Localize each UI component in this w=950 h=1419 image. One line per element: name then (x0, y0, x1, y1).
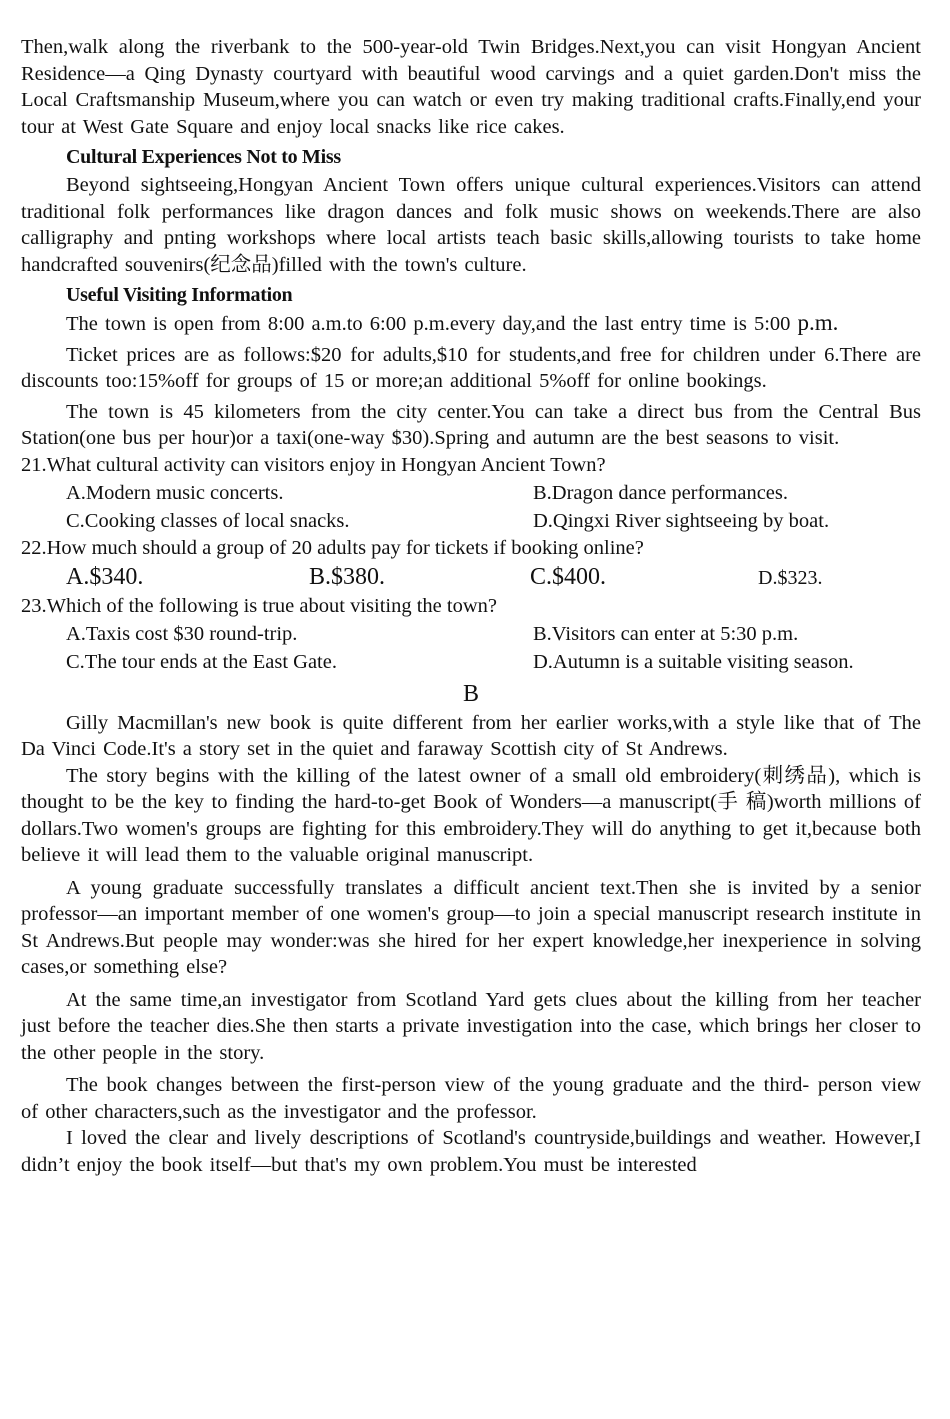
option-c: C.$400. (530, 563, 607, 590)
review-paragraph-2: The story begins with the killing of the latest owner of a small old embroidery(刺绣品), which is thought to be the key to finding the hard-to-get Book of Wonders—a manuscript(手 稿)worth millions of dollars.Two women's groups are fighting for this embroidery.They will do anything to get it,because both believe it will lead them to the valuable original manuscript. (21, 764, 921, 866)
option-c: C.Cooking classes of local snacks. (66, 509, 350, 532)
question-22 (21, 535, 921, 593)
option-a: A.$340. (66, 563, 144, 590)
question-stem: 23.Which of the following is true about visiting the town? (21, 594, 497, 617)
option-c: C.The tour ends at the East Gate. (66, 650, 337, 673)
question-23 (21, 593, 921, 676)
option-b: B.$380. (309, 563, 386, 590)
option-d: D.Qingxi River sightseeing by boat. (533, 509, 830, 532)
option-b: B.Dragon dance performances. (533, 481, 788, 504)
option-a: A.Modern music concerts. (66, 481, 284, 504)
review-paragraph-4: At the same time,an investigator from Scotland Yard gets clues about the killing from her teacher just before the teacher dies.She then starts a private investigation into the case, which brings her closer to the other people in the story. (21, 988, 921, 1064)
question-stem: 21.What cultural activity can visitors enjoy in Hongyan Ancient Town? (21, 453, 606, 476)
ticket-paragraph: Ticket prices are as follows:$20 for adults,$10 for students,and free for children under 6.There are discounts too:15%off for groups of 15 or more;an additional 5%off for online bookings. (21, 343, 921, 392)
option-d: D.$323. (758, 566, 823, 589)
review-paragraph-1: Gilly Macmillan's new book is quite different from her earlier works,with a style like that of The Da Vinci Code.It's a story set in the quiet and faraway Scottish city of St Andrews. (21, 711, 921, 760)
hours-paragraph (21, 310, 921, 338)
hours-pm: p.m. (797, 310, 839, 335)
option-a: A.Taxis cost $30 round-trip. (66, 622, 298, 645)
passage-a-intro: Then,walk along the riverbank to the 500-year-old Twin Bridges.Next,you can visit Hongyan Ancient Residence—a Qing Dynasty courtyard with beautiful wood carvings and a quiet garden.Don't miss the Local Craftsmanship Museum,where you can watch or even try making traditional crafts.Finally,end your tour at West Gate Square and enjoy local snacks like rice cakes. (21, 36, 921, 138)
review-paragraph-5: The book changes between the first-person view of the young graduate and the third- person view of other characters,such as the investigator and the professor. (21, 1074, 921, 1123)
heading-visiting-information: Useful Visiting Information (66, 284, 293, 306)
question-stem: 22.How much should a group of 20 adults pay for tickets if booking online? (21, 536, 644, 559)
options-grid (21, 620, 921, 676)
review-paragraph-6: I loved the clear and lively descriptions of Scotland's countryside,buildings and weather. However,I didn’t enjoy the book itself—but that's my own problem.You must be interested (21, 1127, 921, 1176)
options-row (21, 562, 921, 593)
heading-cultural-experiences: Cultural Experiences Not to Miss (66, 146, 341, 168)
document-page (21, 34, 921, 1178)
transport-paragraph: The town is 45 kilometers from the city center.You can take a direct bus from the Central Bus Station(one bus per hour)or a taxi(one-way $30).Spring and autumn are the best seasons to visit. (21, 400, 921, 449)
options-grid (21, 479, 921, 535)
cultural-paragraph: Beyond sightseeing,Hongyan Ancient Town offers unique cultural experiences.Visitors can attend traditional folk performances like dragon dances and folk music shows on weekends.There are also calligraphy and pnting workshops where local artists teach basic skills,allowing tourists to take home handcrafted souvenirs(纪念品)filled with the town's culture. (21, 174, 921, 276)
section-b-label: B (462, 680, 479, 707)
hours-text: The town is open from 8:00 a.m.to 6:00 p.m.every day,and the last entry time is 5:00 (66, 313, 791, 335)
option-d: D.Autumn is a suitable visiting season. (533, 650, 854, 673)
question-21 (21, 452, 921, 535)
option-b: B.Visitors can enter at 5:30 p.m. (533, 622, 799, 645)
review-paragraph-3: A young graduate successfully translates a difficult ancient text.Then she is invited by a senior professor—an important member of one women's group—to join a special manuscript research institute in St Andrews.But people may wonder:was she hired for her expert knowledge,her inexperience in solving cases,or something else? (21, 876, 921, 978)
